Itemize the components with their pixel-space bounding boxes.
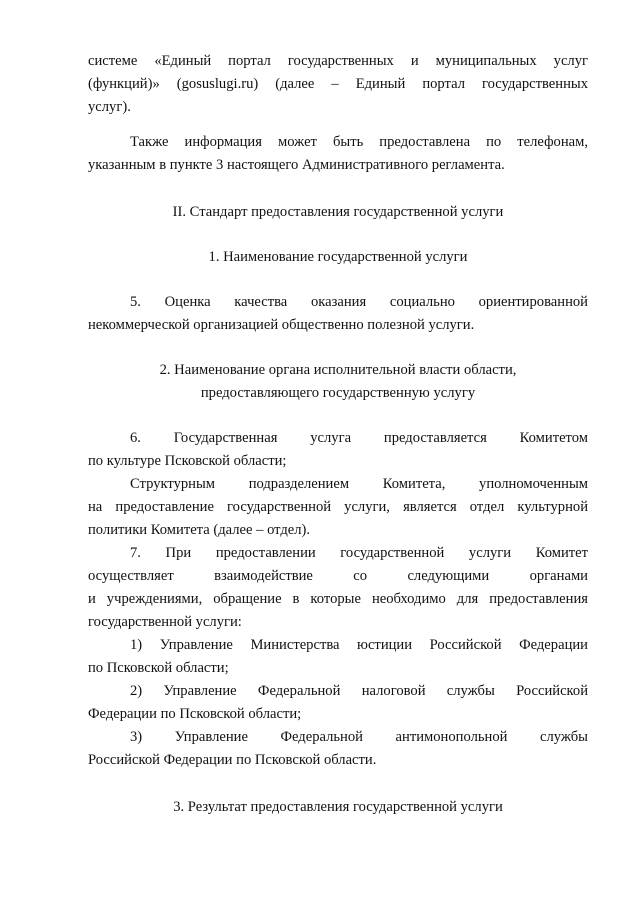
text-line: системе «Единый портал государственных и муниципальных услуг xyxy=(88,53,588,69)
text-line: политики Комитета (далее – отдел). xyxy=(88,522,311,538)
subsection-title-2 xyxy=(88,359,588,405)
item-7-1-paragraph xyxy=(88,634,588,680)
text-line: 1) Управление Министерства юстиции Российской Федерации xyxy=(130,637,588,653)
text-line: Российской Федерации по Псковской области. xyxy=(88,752,377,768)
text-line: 2) Управление Федеральной налоговой службы Российской xyxy=(130,683,588,699)
item-7-2-paragraph xyxy=(88,680,588,726)
item-6-paragraph xyxy=(88,427,588,473)
item-7-paragraph xyxy=(88,542,588,634)
text-line: по Псковской области; xyxy=(88,660,229,676)
item-5-paragraph xyxy=(88,291,588,337)
text-line: на предоставление государственной услуги, является отдел культурной xyxy=(88,499,588,515)
subsection-title-1: 1. Наименование государственной услуги xyxy=(208,249,468,265)
text-line: государственной услуги: xyxy=(88,614,242,630)
subsection-title-3: 3. Результат предоставления государственной услуги xyxy=(173,799,503,815)
text-line: 5. Оценка качества оказания социально ориентированной xyxy=(130,294,588,310)
phone-paragraph xyxy=(88,131,588,177)
text-line: и учреждениями, обращение в которые необходимо для предоставления xyxy=(88,591,588,607)
text-line: указанным в пункте 3 настоящего Административного регламента. xyxy=(88,157,505,173)
intro-paragraph xyxy=(88,50,588,119)
text-line: Структурным подразделением Комитета, уполномоченным xyxy=(130,476,588,492)
text-line: Также информация может быть предоставлена по телефонам, xyxy=(130,134,588,150)
section-title: II. Стандарт предоставления государственной услуги xyxy=(172,204,504,220)
text-line: 7. При предоставлении государственной услуги Комитет xyxy=(130,545,588,561)
text-line: некоммерческой организацией общественно полезной услуги. xyxy=(88,317,475,333)
document-page xyxy=(88,50,588,819)
text-line: осуществляет взаимодействие со следующими органами xyxy=(88,568,588,584)
heading-line: 2. Наименование органа исполнительной власти области, xyxy=(159,362,517,378)
heading-line: предоставляющего государственную услугу xyxy=(200,385,476,401)
text-line: (функций)» (gosuslugi.ru) (далее – Единый портал государственных xyxy=(88,76,588,92)
text-line: 6. Государственная услуга предоставляется Комитетом xyxy=(130,430,588,446)
text-line: по культуре Псковской области; xyxy=(88,453,287,469)
text-line: 3) Управление Федеральной антимонопольной службы xyxy=(130,729,588,745)
item-7-3-paragraph xyxy=(88,726,588,772)
text-line: услуг). xyxy=(88,99,131,115)
text-line: Федерации по Псковской области; xyxy=(88,706,302,722)
item-6-continuation xyxy=(88,473,588,542)
